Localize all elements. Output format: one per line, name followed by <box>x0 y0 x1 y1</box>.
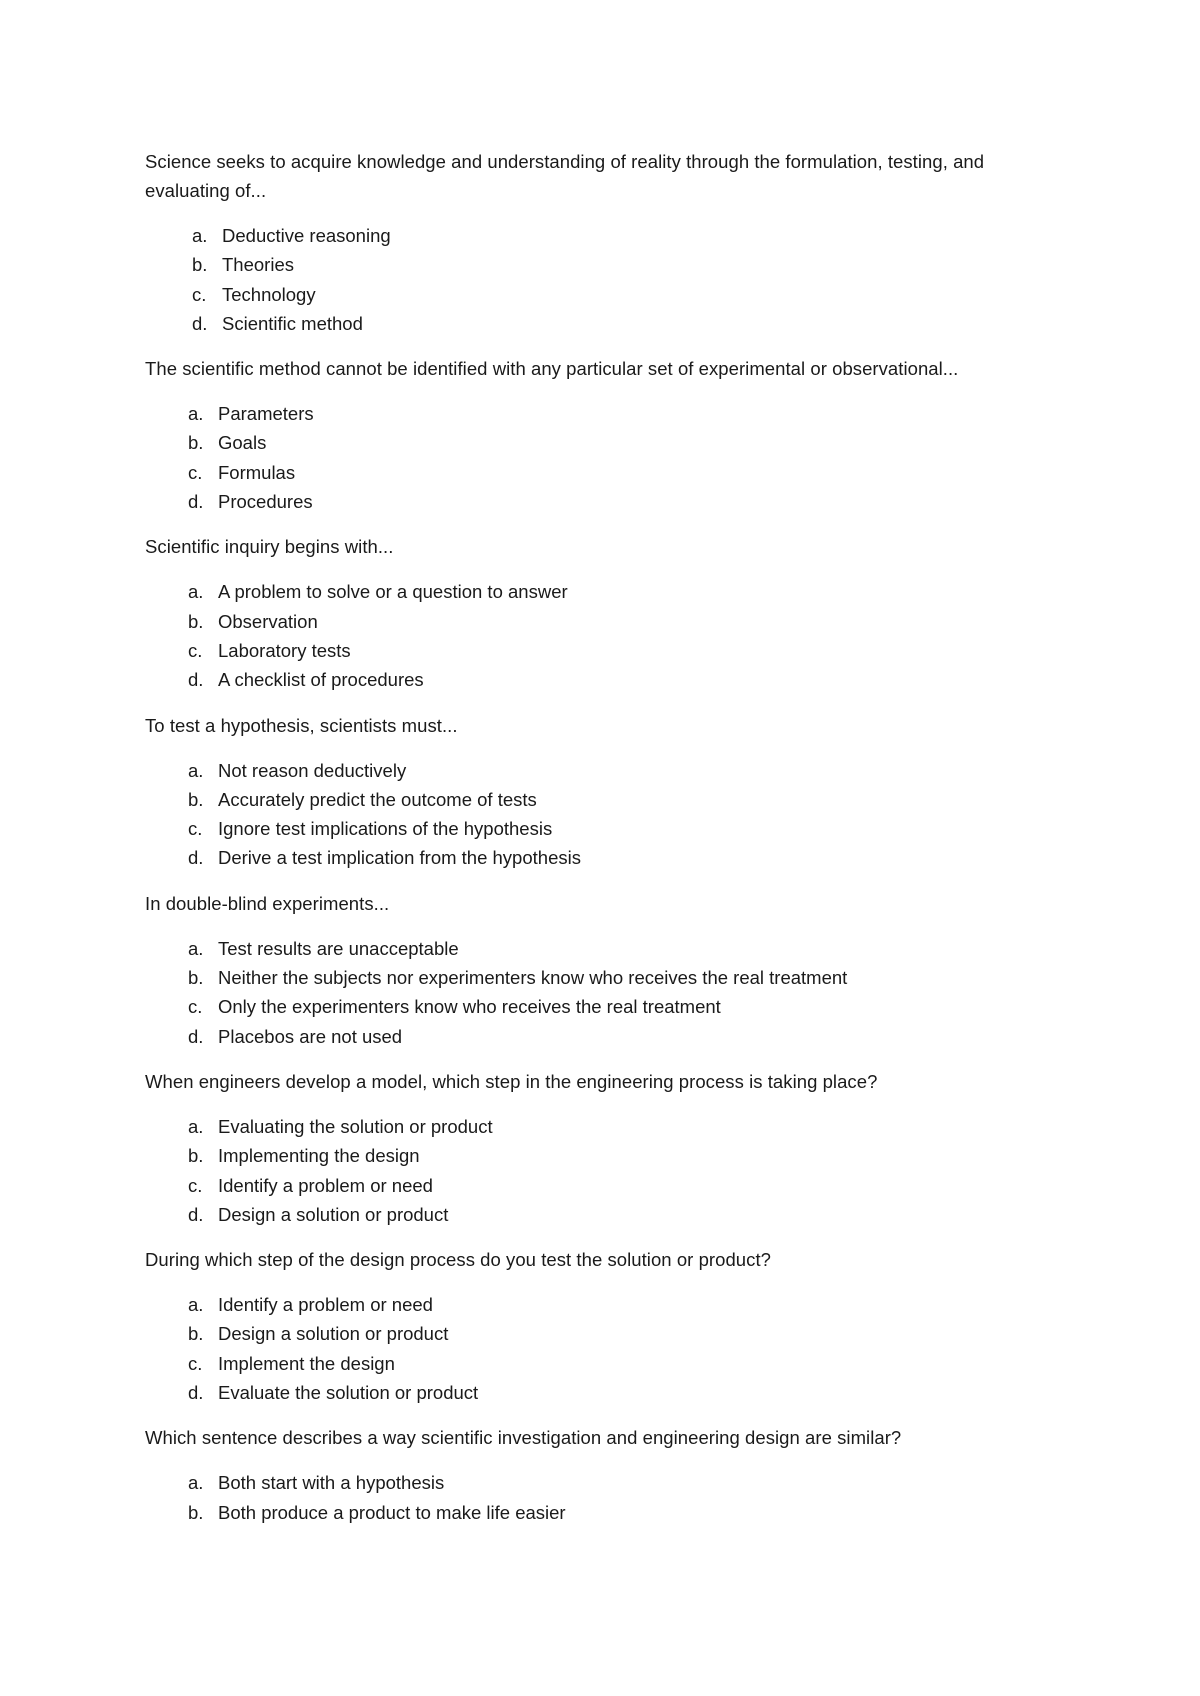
option-letter: d. <box>188 1203 204 1225</box>
option-letter: a. <box>188 1294 204 1316</box>
option-text: Ignore test implications of the hypothesis <box>218 818 553 840</box>
answer-option <box>145 280 1065 309</box>
option-text: Technology <box>222 283 316 305</box>
option-text: Laboratory tests <box>218 639 351 661</box>
option-text: Theories <box>222 254 294 276</box>
option-text: Evaluating the solution or product <box>218 1115 493 1137</box>
answer-option <box>145 934 1065 963</box>
question-8 <box>145 1423 1065 1527</box>
answer-option <box>145 756 1065 785</box>
answer-option <box>145 1498 1065 1527</box>
question-5 <box>145 889 1065 1051</box>
question-text: In double-blind experiments... <box>145 892 390 914</box>
option-text: Both start with a hypothesis <box>218 1472 445 1494</box>
option-letter: a. <box>188 1115 204 1137</box>
answer-option <box>145 1141 1065 1170</box>
answer-option <box>145 1349 1065 1378</box>
answer-option <box>145 1319 1065 1348</box>
question-text: Science seeks to acquire knowledge and understanding of reality through the formulation, testing, and evaluating of... <box>145 151 985 201</box>
answer-option <box>145 963 1065 992</box>
option-text: Placebos are not used <box>218 1025 403 1047</box>
answer-options <box>145 221 1065 338</box>
answer-option <box>145 636 1065 665</box>
answer-option <box>145 665 1065 694</box>
answer-option <box>145 843 1065 872</box>
option-letter: d. <box>188 1382 204 1404</box>
answer-option <box>145 607 1065 636</box>
answer-options <box>145 399 1065 516</box>
option-letter: b. <box>188 432 204 454</box>
option-letter: b. <box>188 1501 204 1523</box>
option-text: Identify a problem or need <box>218 1294 433 1316</box>
option-letter: b. <box>188 967 204 989</box>
option-letter: d. <box>188 847 204 869</box>
option-letter: a. <box>188 403 204 425</box>
option-text: Evaluate the solution or product <box>218 1382 479 1404</box>
answer-option <box>145 458 1065 487</box>
answer-option <box>145 785 1065 814</box>
question-7 <box>145 1245 1065 1407</box>
option-text: Procedures <box>218 491 313 513</box>
answer-options <box>145 1112 1065 1229</box>
question-text: To test a hypothesis, scientists must... <box>145 714 458 736</box>
option-text: Only the experimenters know who receives the real treatment <box>218 996 721 1018</box>
option-text: Scientific method <box>222 312 363 334</box>
option-letter: c. <box>188 1174 203 1196</box>
answer-options <box>145 756 1065 873</box>
option-letter: c. <box>188 461 203 483</box>
option-text: Neither the subjects nor experimenters know who receives the real treatment <box>218 967 848 989</box>
option-letter: b. <box>188 1145 204 1167</box>
answer-option <box>145 1468 1065 1497</box>
answer-option <box>145 577 1065 606</box>
option-letter: d. <box>188 669 204 691</box>
question-1 <box>145 147 1065 338</box>
option-letter: d. <box>192 312 208 334</box>
option-text: Goals <box>218 432 267 454</box>
option-letter: c. <box>188 818 203 840</box>
option-text: Identify a problem or need <box>218 1174 433 1196</box>
answer-option <box>145 1022 1065 1051</box>
answer-option <box>145 1378 1065 1407</box>
option-text: Both produce a product to make life easier <box>218 1501 566 1523</box>
question-2 <box>145 354 1065 516</box>
option-text: Derive a test implication from the hypothesis <box>218 847 581 869</box>
option-letter: c. <box>188 1352 203 1374</box>
option-text: Accurately predict the outcome of tests <box>218 788 537 810</box>
option-text: Formulas <box>218 461 296 483</box>
option-letter: b. <box>188 788 204 810</box>
question-text: During which step of the design process do you test the solution or product? <box>145 1249 771 1271</box>
answer-option <box>145 1290 1065 1319</box>
option-letter: d. <box>188 1025 204 1047</box>
option-text: Test results are unacceptable <box>218 937 459 959</box>
option-letter: a. <box>188 1472 204 1494</box>
answer-option <box>145 1200 1065 1229</box>
option-letter: c. <box>188 996 203 1018</box>
answer-option <box>145 1171 1065 1200</box>
option-text: Deductive reasoning <box>222 225 391 246</box>
option-text: Implement the design <box>218 1352 395 1374</box>
option-letter: a. <box>188 581 204 603</box>
answer-option <box>145 487 1065 516</box>
answer-option <box>145 428 1065 457</box>
option-letter: d. <box>188 491 204 513</box>
option-letter: b. <box>188 1323 204 1345</box>
answer-option <box>145 250 1065 279</box>
option-letter: a. <box>192 225 208 246</box>
option-text: Implementing the design <box>218 1145 420 1167</box>
question-text: Which sentence describes a way scientific investigation and engineering design are similar? <box>145 1427 902 1449</box>
option-letter: a. <box>188 937 204 959</box>
option-letter: c. <box>192 283 207 305</box>
option-text: A checklist of procedures <box>218 669 424 691</box>
question-text: Scientific inquiry begins with... <box>145 536 394 558</box>
option-letter: c. <box>188 639 203 661</box>
answer-options <box>145 1290 1065 1407</box>
question-3 <box>145 532 1065 694</box>
option-letter: a. <box>188 759 204 781</box>
option-text: Design a solution or product <box>218 1323 449 1345</box>
option-text: Observation <box>218 610 318 632</box>
answer-options <box>145 1468 1065 1527</box>
option-text: Parameters <box>218 403 314 425</box>
answer-options <box>145 934 1065 1051</box>
answer-option <box>145 309 1065 338</box>
quiz-content <box>145 147 1065 1543</box>
answer-option <box>145 221 1065 250</box>
answer-option <box>145 814 1065 843</box>
question-4 <box>145 711 1065 873</box>
question-text: When engineers develop a model, which step in the engineering process is taking place? <box>145 1070 878 1092</box>
question-6 <box>145 1067 1065 1229</box>
option-text: Design a solution or product <box>218 1203 449 1225</box>
question-text: The scientific method cannot be identified with any particular set of experimental or observational... <box>145 358 959 380</box>
answer-option <box>145 399 1065 428</box>
option-text: Not reason deductively <box>218 759 407 781</box>
option-letter: b. <box>188 610 204 632</box>
answer-option <box>145 1112 1065 1141</box>
option-text: A problem to solve or a question to answer <box>218 581 568 603</box>
answer-options <box>145 577 1065 694</box>
option-letter: b. <box>192 254 208 276</box>
answer-option <box>145 992 1065 1021</box>
